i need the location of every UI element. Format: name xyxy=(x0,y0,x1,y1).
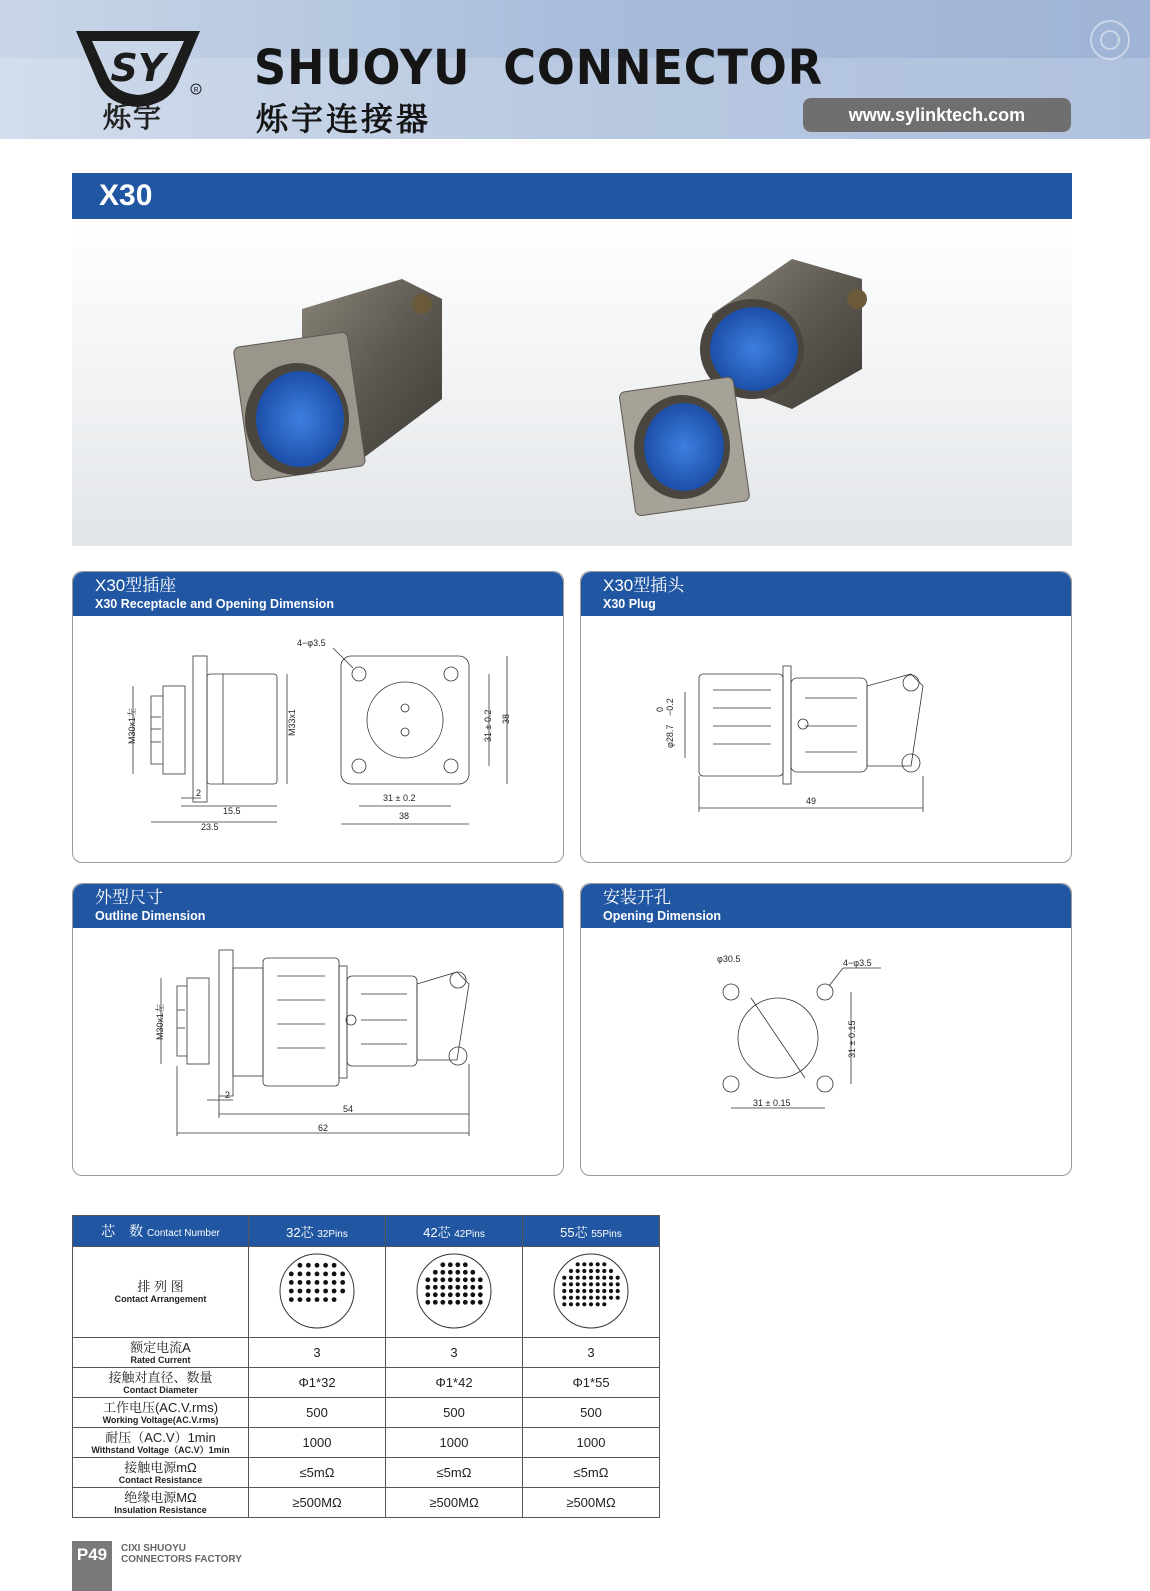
pin-dot xyxy=(440,1262,445,1267)
pin-dot xyxy=(589,1268,593,1272)
pin-dot xyxy=(569,1288,573,1292)
cell-value: Φ1*55 xyxy=(523,1368,660,1398)
decorative-circle xyxy=(1100,30,1120,50)
pin-dot xyxy=(455,1292,460,1297)
receptacle-title-cn: X30型插座 xyxy=(95,576,177,595)
pin-dot xyxy=(616,1295,620,1299)
table-row xyxy=(73,1247,660,1338)
pin-dot xyxy=(340,1288,345,1293)
mated-connector-photo xyxy=(233,279,442,481)
pin-dot xyxy=(562,1295,566,1299)
pin-dot xyxy=(463,1284,468,1289)
pin-dot xyxy=(609,1275,613,1279)
outline-thread-left: M30x1左 xyxy=(155,1003,165,1040)
table-row xyxy=(73,1338,660,1368)
pin-dot xyxy=(332,1297,337,1302)
pin-dot xyxy=(596,1262,600,1266)
pin-dot xyxy=(470,1299,475,1304)
footer-line2: CONNECTORS FACTORY xyxy=(121,1554,242,1565)
spec-header-label xyxy=(73,1216,249,1247)
pin-dot xyxy=(463,1292,468,1297)
receptacle-panel xyxy=(72,571,564,863)
arrangement-32 xyxy=(249,1247,386,1338)
pin-dot xyxy=(609,1288,613,1292)
spec-table xyxy=(72,1215,660,1518)
pin-dot xyxy=(440,1284,445,1289)
receptacle-panel-header xyxy=(73,572,563,616)
product-photo xyxy=(72,219,1072,546)
pin-dot xyxy=(315,1280,320,1285)
pin-dot xyxy=(298,1288,303,1293)
pin-dot xyxy=(332,1262,337,1267)
pin-dot xyxy=(463,1262,468,1267)
plug-tolerance-upper: 0 xyxy=(655,706,665,712)
table-row xyxy=(73,1368,660,1398)
cell-value: ≥500MΩ xyxy=(249,1488,386,1518)
pin-dot xyxy=(323,1297,328,1302)
connector-photo-illustration xyxy=(72,219,1072,546)
arrangement-label-cn: 排 列 图 xyxy=(137,1279,184,1294)
pin-dot xyxy=(315,1288,320,1293)
pin-dot xyxy=(589,1295,593,1299)
spec-col-55-en: 55Pins xyxy=(591,1228,622,1240)
pin-dot xyxy=(602,1275,606,1279)
pin-dot xyxy=(562,1282,566,1286)
pin-dot xyxy=(425,1284,430,1289)
pin-dot xyxy=(332,1271,337,1276)
receptacle-dim-23: 23.5 xyxy=(201,822,219,832)
pin-dot xyxy=(576,1275,580,1279)
pin-dot xyxy=(596,1275,600,1279)
plug-drawing xyxy=(581,616,1071,862)
pin-dot xyxy=(562,1275,566,1279)
cell-value: ≤5mΩ xyxy=(386,1458,523,1488)
pin-dot xyxy=(569,1295,573,1299)
row-label xyxy=(73,1428,249,1458)
receptacle-title-en: X30 Receptacle and Opening Dimension xyxy=(95,597,334,611)
pin-dot xyxy=(433,1269,438,1274)
pin-dot xyxy=(616,1275,620,1279)
pin-dot xyxy=(433,1277,438,1282)
pin-dot xyxy=(602,1268,606,1272)
opening-panel-header xyxy=(581,884,1071,928)
pin-dot xyxy=(463,1269,468,1274)
pin-arrangement-32 xyxy=(277,1251,357,1331)
pin-dot xyxy=(576,1295,580,1299)
pin-dot xyxy=(455,1269,460,1274)
pin-dot xyxy=(609,1268,613,1272)
pin-dot xyxy=(298,1271,303,1276)
spec-col-32-cn: 32芯 xyxy=(286,1224,314,1240)
pin-dot xyxy=(596,1288,600,1292)
pin-dot xyxy=(589,1282,593,1286)
cell-value: 1000 xyxy=(523,1428,660,1458)
pin-dot xyxy=(616,1282,620,1286)
cell-value: ≥500MΩ xyxy=(523,1488,660,1518)
pin-dot xyxy=(569,1282,573,1286)
receptacle-thread-left: M30x1左 xyxy=(127,707,137,744)
pin-dot xyxy=(433,1292,438,1297)
pin-dot xyxy=(289,1280,294,1285)
pin-dot xyxy=(569,1302,573,1306)
pin-dot xyxy=(332,1280,337,1285)
pin-dot xyxy=(589,1302,593,1306)
outline-title-en: Outline Dimension xyxy=(95,909,206,923)
outline-dim-2: 2 xyxy=(225,1090,231,1100)
pin-dot xyxy=(596,1302,600,1306)
outline-dim-54: 54 xyxy=(343,1104,354,1114)
table-row xyxy=(73,1488,660,1518)
outline-drawing xyxy=(73,928,563,1174)
pin-dot xyxy=(602,1262,606,1266)
opening-dim-vertical: 31 ± 0.15 xyxy=(847,1020,857,1058)
pin-dot xyxy=(306,1288,311,1293)
pin-dot xyxy=(315,1271,320,1276)
plug-title-en: X30 Plug xyxy=(603,597,656,611)
pin-dot xyxy=(448,1269,453,1274)
pin-dot xyxy=(463,1299,468,1304)
cell-value: 500 xyxy=(523,1398,660,1428)
svg-text:R: R xyxy=(193,87,199,94)
pin-dot xyxy=(440,1269,445,1274)
row-label xyxy=(73,1398,249,1428)
spec-col-32 xyxy=(249,1216,386,1247)
pin-dot xyxy=(323,1280,328,1285)
pin-dot xyxy=(289,1297,294,1302)
pin-outline xyxy=(417,1254,491,1328)
pin-dot xyxy=(470,1284,475,1289)
pin-dot xyxy=(455,1262,460,1267)
cell-value: 3 xyxy=(249,1338,386,1368)
footer-company xyxy=(121,1543,242,1565)
page-header xyxy=(0,0,1150,139)
pin-dot xyxy=(306,1262,311,1267)
receptacle-dim-38-vertical: 38 xyxy=(501,713,511,724)
pin-dot xyxy=(576,1302,580,1306)
pin-dot xyxy=(440,1277,445,1282)
pin-dot xyxy=(576,1262,580,1266)
row-label-cn: 接触对直径、数量 xyxy=(108,1369,213,1385)
arrangement-label-en: Contact Arrangement xyxy=(114,1294,207,1304)
brand-name-english: SHUOYU CONNECTOR xyxy=(254,40,824,96)
pin-dot xyxy=(609,1282,613,1286)
pin-dot xyxy=(455,1277,460,1282)
arrangement-label xyxy=(73,1247,249,1338)
pin-dot xyxy=(306,1297,311,1302)
cell-value: ≤5mΩ xyxy=(249,1458,386,1488)
brand-name-chinese: 烁宇连接器 xyxy=(256,100,432,138)
plug-tolerance-lower: −0.2 xyxy=(665,698,675,716)
pin-dot xyxy=(448,1292,453,1297)
row-label-cn: 耐压（AC.V）1min xyxy=(105,1429,216,1445)
cell-value: ≥500MΩ xyxy=(386,1488,523,1518)
plug-panel-header xyxy=(581,572,1071,616)
pin-dot xyxy=(602,1282,606,1286)
table-row xyxy=(73,1398,660,1428)
pin-dot xyxy=(470,1269,475,1274)
pin-dot xyxy=(323,1262,328,1267)
row-label-en: Contact Diameter xyxy=(123,1384,198,1395)
pin-dot xyxy=(582,1295,586,1299)
pin-dot xyxy=(448,1299,453,1304)
pin-dot xyxy=(589,1262,593,1266)
pin-dot xyxy=(470,1292,475,1297)
opening-dim-horizontal: 31 ± 0.15 xyxy=(753,1098,791,1108)
pin-dot xyxy=(576,1268,580,1272)
row-label-en: Insulation Resistance xyxy=(114,1504,207,1515)
pin-dot xyxy=(569,1268,573,1272)
pin-dot xyxy=(478,1292,483,1297)
arrangement-42 xyxy=(386,1247,523,1338)
pin-dot xyxy=(448,1284,453,1289)
pin-dot xyxy=(315,1262,320,1267)
pin-dot xyxy=(306,1271,311,1276)
spec-header-label-cn: 芯 数 xyxy=(101,1223,144,1239)
pin-dot xyxy=(602,1288,606,1292)
receptacle-dim-15: 15.5 xyxy=(223,806,241,816)
page-number: P49 xyxy=(72,1541,112,1591)
opening-title-cn: 安装开孔 xyxy=(603,888,671,907)
pin-dot xyxy=(478,1299,483,1304)
table-row xyxy=(73,1458,660,1488)
plug-diameter: φ28.7 xyxy=(665,724,675,748)
pin-dot xyxy=(582,1282,586,1286)
cell-value: Φ1*32 xyxy=(249,1368,386,1398)
row-label-en: Contact Resistance xyxy=(118,1474,203,1485)
receptacle-dim-31-vertical: 31 ± 0.2 xyxy=(483,709,493,742)
spec-col-55 xyxy=(523,1216,660,1247)
row-label-en: Working Voltage(AC.V.rms) xyxy=(102,1414,219,1425)
pin-dot xyxy=(425,1277,430,1282)
pin-dot xyxy=(433,1284,438,1289)
pin-dot xyxy=(470,1277,475,1282)
cell-value: 1000 xyxy=(249,1428,386,1458)
opening-drawing xyxy=(581,928,1071,1174)
pin-dot xyxy=(596,1295,600,1299)
receptacle-dim-31: 31 ± 0.2 xyxy=(383,793,416,803)
footer-line1: CIXI SHUOYU xyxy=(121,1543,187,1554)
table-row xyxy=(73,1428,660,1458)
pin-dot xyxy=(340,1280,345,1285)
pin-dot xyxy=(602,1295,606,1299)
cell-value: 1000 xyxy=(386,1428,523,1458)
row-label-en: Rated Current xyxy=(130,1354,191,1365)
receptacle-dim-2: 2 xyxy=(196,788,202,798)
pin-dot xyxy=(323,1288,328,1293)
outline-panel-header xyxy=(73,884,563,928)
cell-value: 3 xyxy=(523,1338,660,1368)
cell-value: 500 xyxy=(386,1398,523,1428)
pin-dot xyxy=(596,1282,600,1286)
pin-dot xyxy=(582,1275,586,1279)
opening-panel xyxy=(580,883,1072,1176)
pin-dot xyxy=(289,1288,294,1293)
pin-dot xyxy=(298,1262,303,1267)
pin-dot xyxy=(425,1299,430,1304)
row-label xyxy=(73,1368,249,1398)
pin-dot xyxy=(576,1288,580,1292)
row-label-cn: 绝缘电源MΩ xyxy=(124,1489,197,1505)
pin-dot xyxy=(340,1271,345,1276)
plug-panel xyxy=(580,571,1072,863)
receptacle-hole-spec: 4−φ3.5 xyxy=(297,638,326,648)
pin-dot xyxy=(569,1275,573,1279)
cell-value: 3 xyxy=(386,1338,523,1368)
pin-dot xyxy=(332,1288,337,1293)
pin-dot xyxy=(616,1288,620,1292)
pin-arrangement-42 xyxy=(414,1251,494,1331)
pin-dot xyxy=(448,1277,453,1282)
spec-col-42-en: 42Pins xyxy=(454,1228,485,1240)
spec-col-42-cn: 42芯 xyxy=(423,1224,451,1240)
row-label xyxy=(73,1488,249,1518)
opening-circle-diameter: φ30.5 xyxy=(717,954,741,964)
spec-col-55-cn: 55芯 xyxy=(560,1224,588,1240)
row-label-cn: 额定电流A xyxy=(130,1339,191,1355)
cell-value: Φ1*42 xyxy=(386,1368,523,1398)
pin-dot xyxy=(455,1284,460,1289)
pin-dot xyxy=(440,1292,445,1297)
pin-dot xyxy=(425,1292,430,1297)
outline-title-cn: 外型尺寸 xyxy=(95,888,163,907)
pin-dot xyxy=(289,1271,294,1276)
spec-col-42 xyxy=(386,1216,523,1247)
receptacle-dim-38: 38 xyxy=(399,811,410,821)
row-label xyxy=(73,1458,249,1488)
pin-dot xyxy=(478,1277,483,1282)
pin-arrangement-55 xyxy=(551,1251,631,1331)
pin-dot xyxy=(463,1277,468,1282)
pin-dot xyxy=(589,1275,593,1279)
website-url[interactable]: www.sylinktech.com xyxy=(803,98,1071,132)
pin-dot xyxy=(596,1268,600,1272)
row-label xyxy=(73,1338,249,1368)
pin-dot xyxy=(306,1280,311,1285)
pin-dot xyxy=(609,1295,613,1299)
cell-value: ≤5mΩ xyxy=(523,1458,660,1488)
receptacle-thread-body: M33x1 xyxy=(287,708,297,736)
logo-chinese-name: 烁宇 xyxy=(103,101,164,134)
pin-dot xyxy=(589,1288,593,1292)
cell-value: 500 xyxy=(249,1398,386,1428)
pin-dot xyxy=(298,1280,303,1285)
pin-dot xyxy=(455,1299,460,1304)
arrangement-55 xyxy=(523,1247,660,1338)
pin-dot xyxy=(582,1288,586,1292)
logo-mark-text: SY xyxy=(110,46,166,90)
receptacle-drawing xyxy=(73,616,563,862)
pin-dot xyxy=(448,1262,453,1267)
row-label-cn: 接触电源mΩ xyxy=(124,1459,197,1475)
opening-hole-spec: 4−φ3.5 xyxy=(843,958,872,968)
row-label-cn: 工作电压(AC.V.rms) xyxy=(102,1399,219,1415)
pin-dot xyxy=(433,1299,438,1304)
pin-dot xyxy=(582,1302,586,1306)
pin-dot xyxy=(562,1302,566,1306)
product-title: X30 xyxy=(72,173,1072,219)
pin-dot xyxy=(576,1282,580,1286)
outline-panel xyxy=(72,883,564,1176)
separated-connector-photo xyxy=(619,259,867,516)
pin-dot xyxy=(582,1262,586,1266)
pin-dot xyxy=(478,1284,483,1289)
pin-dot xyxy=(562,1288,566,1292)
outline-dim-62: 62 xyxy=(318,1123,329,1133)
plug-length: 49 xyxy=(806,796,817,806)
pin-dot xyxy=(323,1271,328,1276)
spec-col-32-en: 32Pins xyxy=(317,1228,348,1240)
pin-dot xyxy=(315,1297,320,1302)
pin-dot xyxy=(440,1299,445,1304)
spec-header-label-en: Contact Number xyxy=(147,1228,220,1239)
opening-title-en: Opening Dimension xyxy=(603,909,722,923)
pin-dot xyxy=(582,1268,586,1272)
row-label-en: Withstand Voltage（AC.V）1min xyxy=(91,1444,230,1455)
pin-dot xyxy=(602,1302,606,1306)
pin-dot xyxy=(298,1297,303,1302)
plug-title-cn: X30型插头 xyxy=(603,576,685,595)
